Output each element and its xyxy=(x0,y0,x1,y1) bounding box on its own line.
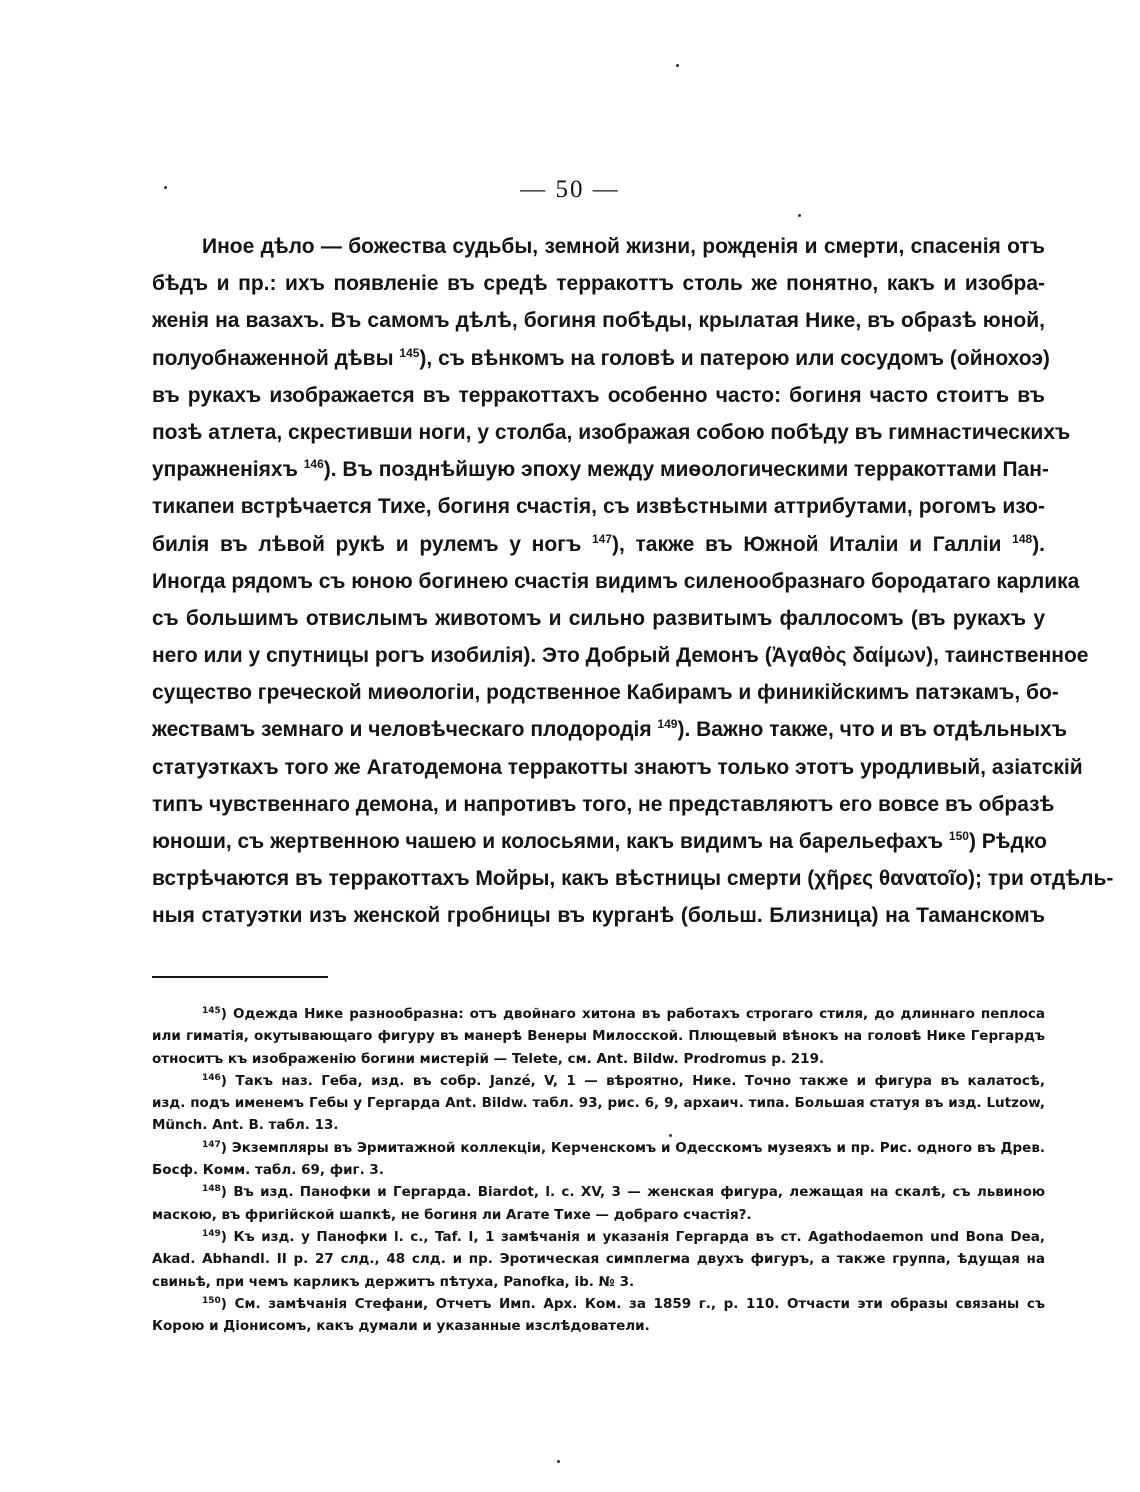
body-line-12: него или у спутницы рогъ изобилія). Это Добрый Демонъ (Ἀγαθὸς δαίμων), таинственное xyxy=(152,644,1089,668)
scan-speck xyxy=(676,64,679,67)
page-number: — 50 — xyxy=(520,176,620,203)
scan-speck xyxy=(557,1460,560,1463)
footnote-148-end: маскою, въ фригійской шапкѣ, не богиня ли Агате Тихе — добраго счастія?. xyxy=(152,1206,752,1223)
footnote-147-end: Босф. Комм. табл. 69, фиг. 3. xyxy=(152,1162,384,1179)
body-line-18: встрѣчаются въ терракоттахъ Мойры, какъ вѣстницы смерти (χῆρες θανατοῖο); три отдѣль- xyxy=(152,867,1114,891)
footnote-divider xyxy=(152,976,328,978)
footnote-146-cont: изд. подъ именемъ Гебы у Гергарда Ant. Bildw. табл. 93, рис. 6, 9, архаич. типа. Большая статуя въ изд. Lutzow, xyxy=(152,1095,1045,1112)
body-line-5: въ рукахъ изображается въ терракоттахъ особенно часто: богиня часто стоитъ въ xyxy=(152,383,1045,407)
footnote-150: $^{150}$) См. замѣчанія Стефани, Отчетъ Имп. Арх. Ком. за 1859 г., р. 110. Отчасти эти образы связаны съ xyxy=(202,1295,1045,1312)
body-line-9: билія въ лѣвой рукѣ и рулемъ у ногъ $^{147}$), также въ Южной Италіи и Галліи $^{148}$). xyxy=(152,531,1046,556)
body-line-1: Иное дѣло — божества судьбы, земной жизни, рожденія и смерти, спасенія отъ xyxy=(202,235,1045,258)
footnote-145-end: относитъ къ изображенію богини мистерій — Telete, см. Ant. Bildw. Prodromus p. 219. xyxy=(152,1050,825,1067)
body-line-11: съ большимъ отвислымъ животомъ и сильно развитымъ фаллосомъ (въ рукахъ у xyxy=(152,606,1045,630)
body-line-2: бѣдъ и пр.: ихъ появленіе въ средѣ терракоттъ столь же понятно, какъ и изобра- xyxy=(152,272,1045,296)
footnote-149-cont: Akad. Abhandl. II p. 27 слд., 48 слд. и пр. Эротическая симплегма двухъ фигуръ, а также группа, ѣдущая на xyxy=(152,1251,1045,1268)
body-line-14: жествамъ земнаго и человѣческаго плодородія $^{149}$). Важно также, что и въ отдѣльныхъ xyxy=(152,717,1068,742)
footnote-146: $^{146}$) Такъ наз. Геба, изд. въ собр. Janzé, V, 1 — вѣроятно, Нике. Точно также и фигура въ калатосѣ, xyxy=(202,1072,1045,1089)
body-line-10: Иногда рядомъ съ юною богинею счастія видимъ силенообразнаго бородатаго карлика xyxy=(152,569,1080,593)
footnote-146-end: Münch. Ant. B. табл. 13. xyxy=(152,1117,339,1134)
footnote-148: $^{148}$) Въ изд. Панофки и Гергарда. Biardot, l. c. XV, 3 — женская фигура, лежащая на скалѣ, съ львиною xyxy=(202,1184,1045,1201)
body-text xyxy=(152,228,1114,935)
body-line-4: полуобнаженной дѣвы $^{145}$), съ вѣнкомъ на головѣ и патерою или сосудомъ (ойнохоэ) xyxy=(152,345,1050,370)
scan-speck xyxy=(669,1134,672,1137)
footnote-ref-150[interactable]: 150 xyxy=(948,829,969,843)
body-line-3: женія на вазахъ. Въ самомъ дѣлѣ, богиня побѣды, крылатая Нике, въ образѣ юной, xyxy=(152,309,1045,333)
footnote-145: $^{145}$) Одежда Нике разнообразна: отъ двойнаго хитона въ работахъ строгаго стиля, до длиннаго пеплоса xyxy=(202,1006,1045,1022)
footnote-145-cont: или гиматія, окутывающаго фигуру въ манерѣ Венеры Милосской. Плющевый вѣнокъ на головѣ Нике Гергардъ xyxy=(152,1028,1045,1045)
footnote-ref-148[interactable]: 148 xyxy=(1012,531,1033,546)
footnote-ref-145[interactable]: 145 xyxy=(399,345,420,360)
footnote-149: $^{149}$) Къ изд. у Панофки l. c., Taf. I, 1 замѣчанія и указанія Гергарда въ ст. Agathodaemon und Bona Dea, xyxy=(202,1228,1045,1245)
footnote-ref-149[interactable]: 149 xyxy=(657,717,678,732)
footnotes xyxy=(152,1003,1045,1337)
footnote-ref-146[interactable]: 146 xyxy=(303,457,324,472)
body-line-15: статуэткахъ того же Агатодемона терракотты знаютъ только этотъ уродливый, азіатскій xyxy=(152,755,1083,779)
body-line-13: существо греческой миѳологіи, родственное Кабирамъ и финикійскимъ патэкамъ, бо- xyxy=(152,681,1059,705)
body-line-16: типъ чувственнаго демона, и напротивъ того, не представляютъ его вовсе въ образѣ xyxy=(152,792,1055,816)
body-line-7: упражненіяхъ $^{146}$). Въ позднѣйшую эпоху между миѳологическими терракоттами Пан- xyxy=(152,457,1049,482)
body-line-6: позѣ атлета, скрестивши ноги, у столба, изображая собою побѣду въ гимнастическихъ xyxy=(152,420,1071,444)
scan-speck xyxy=(798,214,801,217)
body-line-19: ныя статуэтки изъ женской гробницы въ курганѣ (больш. Близница) на Таманскомъ xyxy=(152,904,1045,928)
footnote-147: $^{147}$) Экземпляры въ Эрмитажной коллекціи, Керченскомъ и Одесскомъ музеяхъ и пр. Рис. одного въ Древ. xyxy=(202,1139,1045,1156)
footnote-149-end: свиньѣ, при чемъ карликъ держитъ пѣтуха, Panofka, ib. № 3. xyxy=(152,1273,635,1290)
footnote-ref-147[interactable]: 147 xyxy=(591,531,612,546)
body-line-17: юноши, съ жертвенною чашею и колосьями, какъ видимъ на барельефахъ $^{150}$) Рѣдко xyxy=(152,829,1047,853)
scan-speck xyxy=(164,186,167,189)
body-line-8: тикапеи встрѣчается Тихе, богиня счастія, съ извѣстными аттрибутами, рогомъ изо- xyxy=(152,495,1045,519)
footnote-150-end: Корою и Діонисомъ, какъ думали и указанные изслѣдователи. xyxy=(152,1318,650,1335)
